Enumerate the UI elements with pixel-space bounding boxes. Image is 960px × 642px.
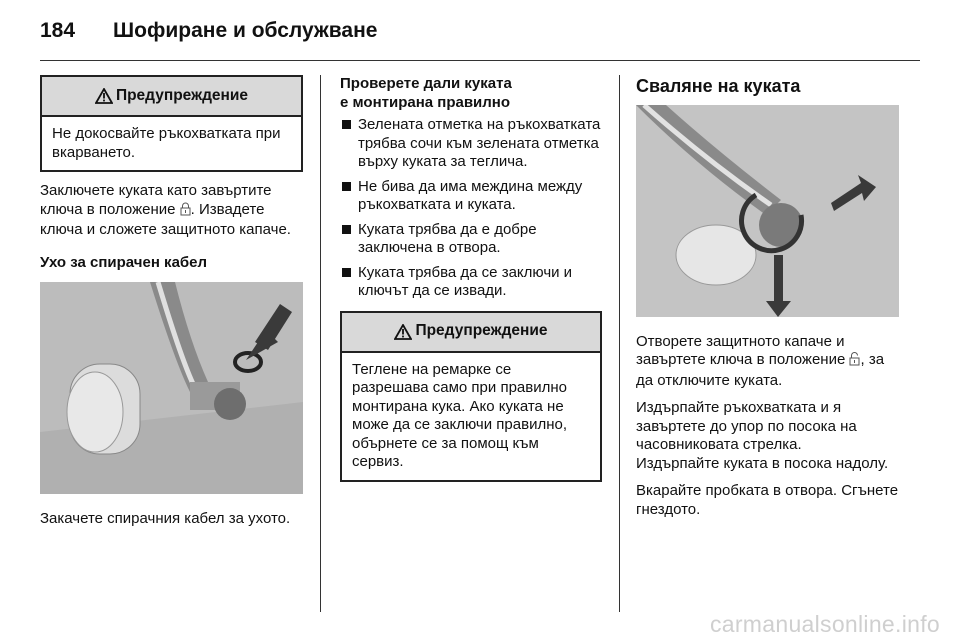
list-item-text: Куката трябва да е добре заключена в отвора. bbox=[358, 220, 537, 256]
list-item-text: Зелената отметка на ръкохватката трябва сочи към зелената отметка върху куката за теглича. bbox=[358, 116, 601, 170]
instruction-paragraph: Издърпайте куката в посока надолу. bbox=[636, 454, 889, 472]
hook-removal-illustration bbox=[636, 105, 899, 317]
warning-box bbox=[340, 311, 602, 482]
page-title: Шофиране и обслужване bbox=[113, 19, 378, 42]
lock-instruction bbox=[40, 182, 303, 240]
column-1 bbox=[40, 75, 303, 538]
instruction-paragraph: Вкарайте пробката в отвора. Сгънете гнездото. bbox=[636, 482, 899, 518]
text-run: , за да отключите куката. bbox=[636, 351, 885, 389]
list-item bbox=[340, 264, 602, 301]
bullet-square-icon bbox=[342, 268, 351, 277]
column-divider bbox=[320, 75, 321, 612]
warning-title: Предупреждение bbox=[115, 86, 249, 104]
warning-box bbox=[40, 75, 303, 172]
section-heading: Сваляне на куката bbox=[636, 76, 801, 96]
header-rule bbox=[40, 60, 920, 61]
list-item-text: Куката трябва да се заключи и ключът да се извади. bbox=[358, 263, 573, 299]
figure-caption: Закачете спирачния кабел за ухото. bbox=[40, 510, 291, 527]
section-heading: Ухо за спирачен кабел bbox=[40, 253, 208, 271]
section-heading: Проверете дали куката bbox=[340, 75, 512, 92]
column-divider bbox=[619, 75, 620, 612]
brake-cable-eye-illustration bbox=[40, 282, 303, 494]
list-item bbox=[340, 116, 602, 172]
section-heading-cont: е монтирана правилно bbox=[340, 93, 511, 111]
warning-text: Теглене на ремарке се разрешава само при правилно монтирана кука. Ако куката не може да се заключи правилно, обърнете се за помощ към сервиз. bbox=[352, 360, 567, 470]
list-item bbox=[340, 178, 602, 215]
list-item bbox=[340, 221, 602, 258]
text-run: . Извадете ключа и сложете защитното капаче. bbox=[40, 200, 291, 238]
warning-header bbox=[342, 313, 600, 353]
unlock-instruction bbox=[636, 333, 902, 391]
watermark: carmanualsonline.info bbox=[709, 611, 940, 637]
page-number: 184 bbox=[40, 19, 76, 42]
text-run: Отворете защитното капаче и завъртете ключа в положение bbox=[636, 332, 850, 368]
column-3 bbox=[636, 75, 902, 528]
warning-text: Не докосвайте ръкохватката при вкарването. bbox=[52, 125, 281, 161]
column-2 bbox=[340, 75, 602, 492]
lock-closed-icon bbox=[180, 202, 191, 222]
warning-header bbox=[42, 77, 301, 117]
text-run: Заключете куката като завъртите ключа в положение bbox=[40, 182, 272, 218]
check-list bbox=[340, 116, 602, 301]
warning-triangle-icon bbox=[95, 88, 113, 104]
bullet-square-icon bbox=[342, 120, 351, 129]
bullet-square-icon bbox=[342, 225, 351, 234]
bullet-square-icon bbox=[342, 182, 351, 191]
instruction-paragraph: Издърпайте ръкохватката и я завъртете до упор по посока на часовниковата стрелка. bbox=[636, 399, 857, 453]
warning-triangle-icon bbox=[394, 324, 412, 340]
warning-title: Предупреждение bbox=[415, 322, 548, 340]
page-header bbox=[40, 14, 377, 48]
lock-open-icon bbox=[849, 352, 860, 372]
list-item-text: Не бива да има междина между ръкохватката и куката. bbox=[358, 177, 583, 213]
